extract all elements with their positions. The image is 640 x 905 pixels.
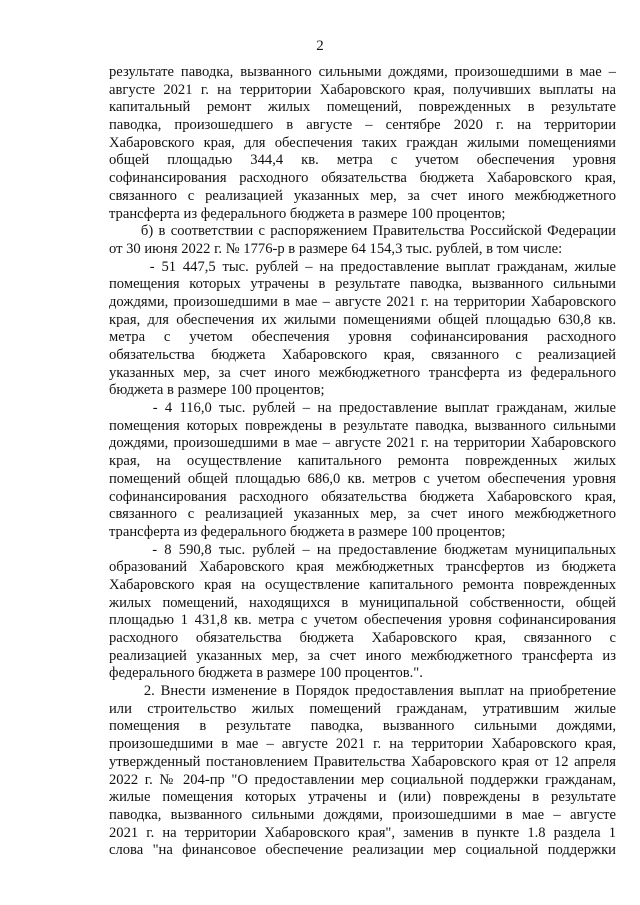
text-line: софинансирования расходного обязательства бюджета Хабаровского края, [109, 488, 616, 505]
page-number: 2 [316, 38, 324, 54]
text-line: результате паводка, вызванного сильными дождями, произошедшими в мае – [109, 64, 616, 80]
text-line: федерального бюджета в размере 100 процентов.". [109, 665, 423, 682]
text-line: жилые помещения которых утрачены и (или) повреждены в результате [109, 789, 616, 806]
text-line: Хабаровского края, для обеспечения таких граждан жилыми помещениями [109, 134, 616, 151]
text-line: связанного с реализацией указанных мер, за счет иного межбюджетного [109, 187, 616, 204]
text-line: реализацией указанных мер, за счет иного межбюджетного трансферта из [109, 647, 616, 664]
text-line: дождями, произошедшими в мае – августе 2021 г. на территории Хабаровского [109, 293, 616, 310]
text-line: или строительство жилых помещений гражданам, утратившим жилые [109, 700, 616, 717]
text-line: помещений общей площадью 686,0 кв. метров с учетом обеспечения уровня [109, 470, 616, 487]
text-line: августе 2021 г. на территории Хабаровского края, получивших выплаты на [109, 81, 616, 98]
text-line: помещения в результате паводка, вызванного сильными дождями, [109, 718, 616, 735]
text-line: бюджета в размере 100 процентов; [109, 382, 325, 399]
text-line: указанных мер, за счет иного межбюджетного трансферта из федерального [109, 364, 616, 381]
text-line: дождями, произошедшими в мае – августе 2021 г. на территории Хабаровского [109, 435, 616, 452]
text-line: Хабаровского края на осуществление капитального ремонта поврежденных [109, 576, 616, 593]
text-line: б) в соответствии с распоряжением Правительства Российской Федерации [109, 223, 616, 240]
text-line: помещения которых повреждены в результате паводка, вызванного сильными [109, 417, 616, 434]
text-line: капитальный ремонт жилых помещений, поврежденных в результате [109, 99, 616, 116]
text-line: утвержденный постановлением Правительства Хабаровского края от 12 апреля [109, 753, 616, 770]
text-line: паводка, произошедшего в августе – сентябре 2020 г. на территории [109, 117, 616, 134]
text-line: 2. Внести изменение в Порядок предоставления выплат на приобретение [109, 683, 616, 700]
text-line: слова "на финансовое обеспечение реализации мер социальной поддержки [109, 842, 616, 859]
text-line: паводка, вызванного сильными дождями, произошедшими в мае – августе [109, 806, 616, 823]
text-line: трансферта из федерального бюджета в размере 100 процентов; [109, 523, 506, 540]
text-line: площадью 1 431,8 кв. метра с учетом обеспечения уровня софинансирования [109, 612, 616, 629]
text-line: произошедшими в мае – августе 2021 г. на территории Хабаровского края, [109, 736, 616, 753]
text-line: - 4 116,0 тыс. рублей – на предоставление выплат гражданам, жилые [109, 400, 616, 417]
text-line: помещения которых утрачены в результате паводка, вызванного сильными [109, 276, 616, 293]
text-line: связанного с реализацией указанных мер, за счет иного межбюджетного [109, 506, 616, 523]
text-line: от 30 июня 2022 г. № 1776-р в размере 64 154,3 тыс. рублей, в том числе: [109, 240, 563, 257]
text-line: - 51 447,5 тыс. рублей – на предоставление выплат гражданам, жилые [109, 258, 616, 275]
body-text [109, 64, 616, 860]
text-line: 2021 г. на территории Хабаровского края", заменив в пункте 1.8 раздела 1 [109, 824, 616, 841]
text-line: края, на осуществление капитального ремонта поврежденных жилых [109, 453, 616, 470]
text-line: метра с учетом обеспечения уровня софинансирования расходного [109, 329, 616, 346]
text-line: образований Хабаровского края межбюджетных трансфертов из бюджета [109, 559, 616, 576]
text-line: расходного обязательства бюджета Хабаровского края, связанного с [109, 630, 616, 646]
text-line: общей площадью 344,4 кв. метра с учетом обеспечения уровня [109, 152, 616, 169]
text-line: обязательства бюджета Хабаровского края, связанного с реализацией [109, 347, 616, 363]
text-line: софинансирования расходного обязательства бюджета Хабаровского края, [109, 170, 616, 187]
text-line: 2022 г. № 204-пр "О предоставлении мер социальной поддержки гражданам, [109, 771, 616, 788]
text-line: края, для обеспечения их жилыми помещениями общей площадью 630,8 кв. [109, 311, 616, 328]
text-line: трансферта из федерального бюджета в размере 100 процентов; [109, 205, 506, 222]
text-line: жилых помещений, находящихся в муниципальной собственности, общей [109, 594, 616, 611]
text-line: - 8 590,8 тыс. рублей – на предоставление бюджетам муниципальных [109, 541, 616, 558]
